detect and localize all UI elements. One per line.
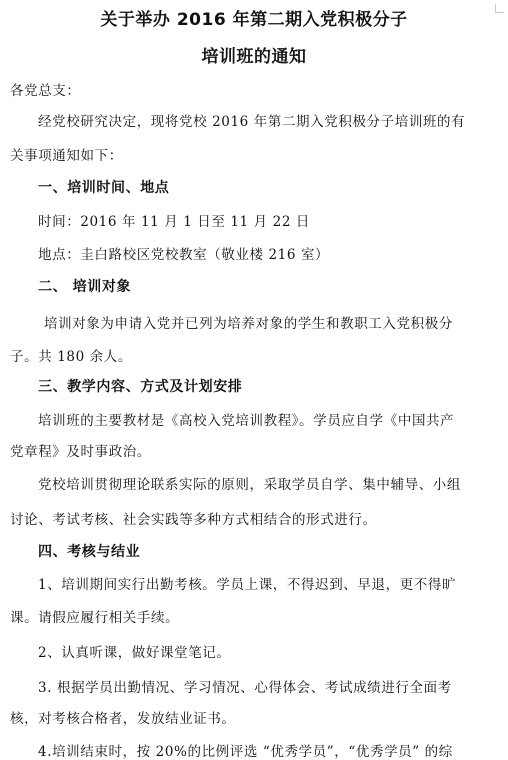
section-2-line-2: 子。共 180 余人。 bbox=[10, 349, 132, 365]
section-4-item-1-line-2: 课。请假应履行相关手续。 bbox=[10, 610, 180, 626]
section-3-paragraph-2-line-1: 党校培训贯彻理论联系实际的原则，采取学员自学、集中辅导、小组 bbox=[38, 477, 461, 493]
section-1-time: 时间：2016 年 11 月 1 日至 11 月 22 日 bbox=[38, 214, 311, 230]
section-3-paragraph-1-line-2: 党章程》及时事政治。 bbox=[10, 444, 151, 460]
intro-line-1: 经党校研究决定，现将党校 2016 年第二期入党积极分子培训班的有 bbox=[38, 114, 466, 130]
section-1-place: 地点：圭白路校区党校教室（敬业楼 216 室） bbox=[38, 247, 330, 263]
section-3-paragraph-2-line-2: 讨论、考试考核、社会实践等多种方式相结合的形式进行。 bbox=[10, 512, 377, 528]
section-2-line-1: 培训对象为申请入党并已列为培养对象的学生和教职工入党积极分 bbox=[44, 316, 453, 332]
salutation: 各党总支： bbox=[10, 83, 81, 99]
section-4-item-3-line-1: 3. 根据学员出勤情况、学习情况、心得体会、考试成绩进行全面考 bbox=[38, 680, 452, 696]
section-2-heading: 二、 培训对象 bbox=[38, 279, 132, 295]
section-4-item-2: 2、认真听课，做好课堂笔记。 bbox=[38, 645, 231, 661]
section-4-item-4-line-1: 4.培训结束时，按 20%的比例评选 “优秀学员”，“优秀学员” 的综 bbox=[38, 744, 453, 760]
section-1-heading: 一、培训时间、地点 bbox=[38, 180, 170, 196]
section-4-item-3-line-2: 核，对考核合格者，发放结业证书。 bbox=[10, 711, 236, 727]
document-title-line-2: 培训班的通知 bbox=[201, 47, 307, 67]
section-4-item-1-line-1: 1、培训期间实行出勤考核。学员上课，不得迟到、早退，更不得旷 bbox=[38, 577, 457, 593]
document-title-line-1: 关于举办 2016 年第二期入党积极分子 bbox=[100, 10, 408, 30]
section-3-paragraph-1-line-1: 培训班的主要教材是《高校入党培训教程》。学员应自学《中国共产 bbox=[38, 413, 455, 429]
section-4-heading: 四、考核与结业 bbox=[38, 544, 141, 560]
section-3-heading: 三、教学内容、方式及计划安排 bbox=[38, 379, 243, 395]
intro-line-2: 关事项通知如下： bbox=[10, 148, 123, 164]
